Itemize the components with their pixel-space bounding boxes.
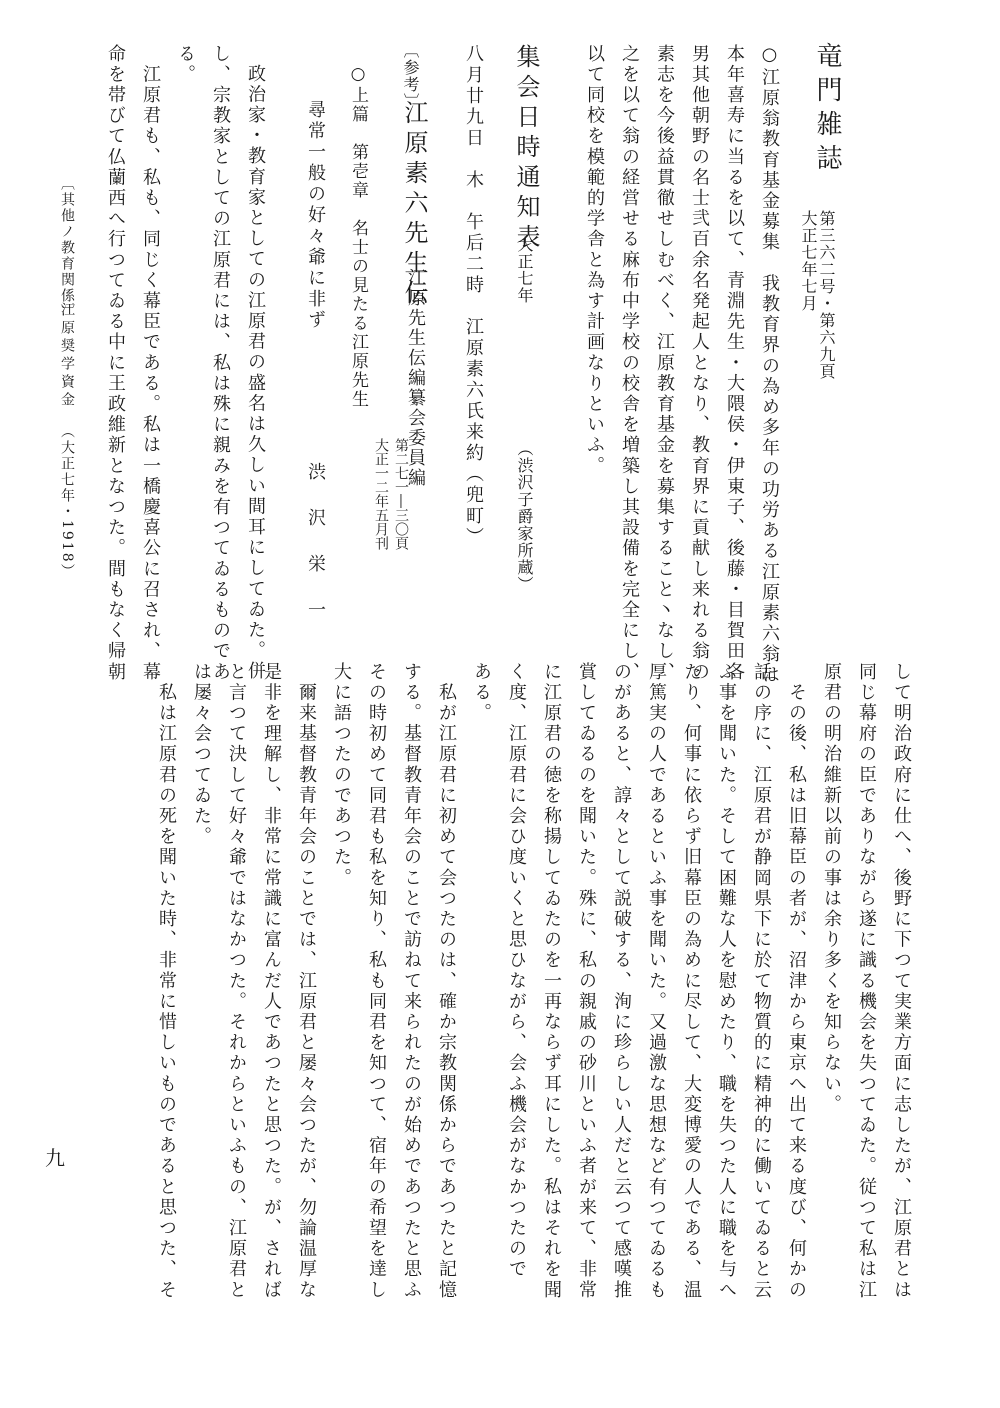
body-line: 政治家・教育家としての江原君の盛名は久しい間耳にしてゐた。併 xyxy=(245,64,266,682)
body-line: 原君の明治維新以前の事は余り多くを知らない。 xyxy=(821,662,842,1116)
magazine-date: 大正七年七月 xyxy=(799,210,818,312)
body-line: たり、何事に依らず旧幕臣の為めに尽して、大変博愛の人である、温 xyxy=(681,662,702,1301)
chapter-heading: ○上篇 第壱章 名士の見たる江原先生 xyxy=(348,64,368,409)
body-line: る。 xyxy=(175,44,196,86)
book-date: 大正一二年五月刊 xyxy=(373,438,389,550)
body-line: 爾来基督教青年会のことでは、江原君と屡々会つたが、勿論温厚な xyxy=(296,662,317,1301)
notice-source: （渋沢子爵家所蔵） xyxy=(515,440,534,593)
notice-line: 八月廿九日 木 午后二時 江原素六氏来約（兜町） xyxy=(463,44,484,548)
book-editor: 江原先生伝編纂会委員編 xyxy=(405,268,426,488)
body-line: 話の序に、江原君が静岡県下に於て物質的に精神的に働いてゐると云 xyxy=(751,662,772,1301)
article-line: 本年喜寿に当るを以て、青淵先生・大隈侯・伊東子、後藤・目賀田各 xyxy=(724,44,745,683)
magazine-issue: 第三六二号・第六九頁 xyxy=(817,210,836,380)
magazine-title: 竜門雑誌 xyxy=(812,42,842,178)
book-pages: 第二七一―三〇頁 xyxy=(393,438,409,550)
body-line: 私が江原君に初めて会つたのは、確か宗教関係からであつたと記憶 xyxy=(436,662,457,1301)
article-line: 以て同校を模範的学舎と為す計画なりといふ。 xyxy=(584,44,605,477)
body-line: その後、私は旧幕臣の者が、沼津から東京へ出て来る度び、何かの xyxy=(786,662,807,1301)
body-line: して明治政府に仕へ、後野に下つて実業方面に志したが、江原君とは xyxy=(891,662,912,1301)
body-line: のがあると、諄々として説破する、洵に珍らしい人だと云つて感嘆推 xyxy=(611,662,632,1301)
article-line: ○江原翁教育基金募集 我教育界の為め多年の功労ある江原素六翁は xyxy=(759,44,780,686)
body-line: 私は江原君の死を聞いた時、非常に惜しいものであると思つた、そ xyxy=(156,662,177,1301)
article-line: 男其他朝野の名士弐百余名発起人となり、教育界に貢献し来れる翁の xyxy=(689,44,710,683)
notice-title: 集会日時通知表 xyxy=(512,44,540,254)
author-name: 渋 沢 栄 一 xyxy=(305,462,326,623)
book-title: 江原素六先生伝 xyxy=(400,100,428,310)
article-line: 素志を今後益貫徹せしむべく、江原教育基金を募集すること丶なし、 xyxy=(654,44,675,683)
page-number: 九 xyxy=(45,1146,65,1170)
footer-year: （大正七年・1918） xyxy=(59,424,75,580)
body-line: ある。 xyxy=(471,662,492,724)
body-line: 同じ幕府の臣でありながら遂に識る機会を失つてゐた。従つて私は江 xyxy=(856,662,877,1301)
subtitle: 尋常一般の好々爺に非ず xyxy=(305,100,326,331)
body-line: 賞してゐるのを聞いた。殊に、私の親戚の砂川といふ者が来て、非常 xyxy=(576,662,597,1301)
body-line: は屡々会つてゐた。 xyxy=(191,662,212,848)
notice-year: 大正七年 xyxy=(515,236,534,304)
body-line: 命を帯びて仏蘭西へ行つてゐる中に王政維新となつた。間もなく帰朝 xyxy=(105,44,126,683)
body-line: 江原君も、私も、同じく幕臣である。私は一橋慶喜公に召され、幕 xyxy=(140,44,161,683)
reference-label: 〔参考〕 xyxy=(401,42,420,110)
body-line: に江原君の徳を称揚してゐたのを一再ならず耳にした。私はそれを聞 xyxy=(541,662,562,1301)
article-line: 之を以て翁の経営せる麻布中学校の校舎を増築し其設備を完全にし、 xyxy=(619,44,640,683)
body-line: ふ事を聞いた。そして困難な人を慰めたり、職を失つた人に職を与へ xyxy=(716,662,737,1301)
body-line: し、宗教家としての江原君には、私は殊に親みを有つてゐるものであ xyxy=(210,44,231,683)
footer-category: 〔其他ノ教育関係〕 xyxy=(59,176,75,320)
body-line: 是非を理解し、非常に常識に富んだ人であつたと思つた。が、されば xyxy=(261,662,282,1301)
body-line: する。基督教青年会のことで訪ねて来られたのが始めであつたと思ふ xyxy=(401,662,422,1301)
body-line: 大に語つたのであつた。 xyxy=(331,662,352,889)
body-line: と言つて決して好々爺ではなかつた。それからといふもの、江原君と xyxy=(226,662,247,1301)
body-line: く度、江原君に会ひ度いくと思ひながら、会ふ機会がなかつたので xyxy=(506,662,527,1280)
footer-fund: 江原奨学資金 xyxy=(59,302,75,410)
body-line: その時初めて同君も私を知り、私も同君を知つて、宿年の希望を達し xyxy=(366,662,387,1301)
body-line: 厚篤実の人であるといふ事を聞いた。又過激な思想など有つてゐるも xyxy=(646,662,667,1301)
